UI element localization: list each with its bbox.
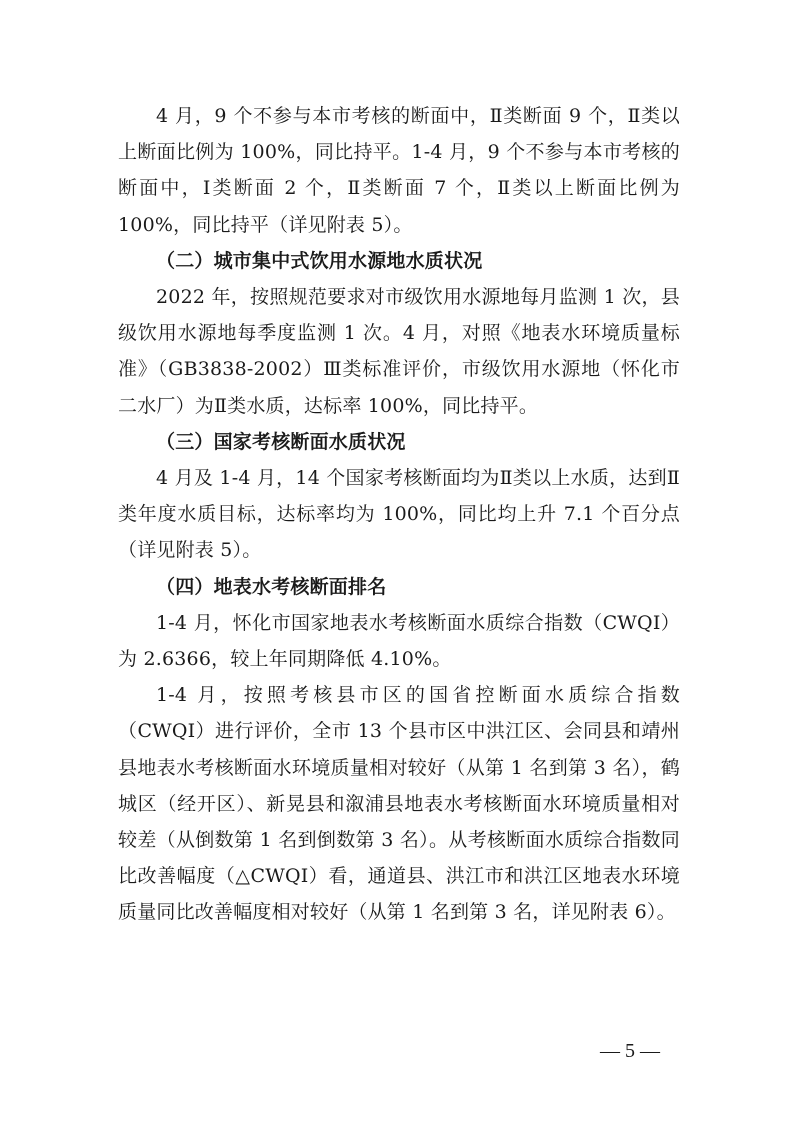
section-heading-drinking-water: （二）城市集中式饮用水源地水质状况 (156, 249, 483, 272)
section-heading-ranking: （四）地表水考核断面排名 (156, 575, 387, 598)
section-heading-national-sections: （三）国家考核断面水质状况 (156, 430, 406, 453)
page-number: — 5 — (600, 1040, 660, 1062)
paragraph-cwqi-index: 1-4 月，怀化市国家地表水考核断面水质综合指数（CWQI）为 2.6366，较上年同期降低 4.10%。 (118, 611, 680, 671)
paragraph-national-sections: 4 月及 1-4 月，14 个国家考核断面均为Ⅱ类以上水质，达到Ⅱ类年度水质目标，达标率均为 100%，同比均上升 7.1 个百分点（详见附表 5）。 (118, 467, 680, 562)
paragraph-non-assessed-sections: 4 月，9 个不参与本市考核的断面中，Ⅱ类断面 9 个，Ⅱ类以上断面比例为 100%，同比持平。1-4 月，9 个不参与本市考核的断面中，Ⅰ类断面 2 个，Ⅱ类断面 7 个，Ⅱ类以上断面比例为 100%，同比持平（详见附表 5）。 (118, 105, 680, 236)
paragraph-county-ranking: 1-4 月，按照考核县市区的国省控断面水质综合指数（CWQI）进行评价，全市 13 个县市区中洪江区、会同县和靖州县地表水考核断面水环境质量相对较好（从第 1 名到第 3 名），鹤城区（经开区）、新晃县和溆浦县地表水考核断面水环境质量相对较差（从倒数第 1 名到倒数第 3 名）。从考核断面水质综合指数同比改善幅度（△CWQI）看，通道县、洪江市和洪江区地表水环境质量同比改善幅度相对较好（从第 1 名到第 3 名，详见附表 6）。 (118, 684, 680, 924)
document-body (118, 98, 680, 931)
paragraph-drinking-water: 2022 年，按照规范要求对市级饮用水源地每月监测 1 次，县级饮用水源地每季度监测 1 次。4 月，对照《地表水环境质量标准》（GB3838-2002）Ⅲ类标准评价，市级饮用水源地（怀化市二水厂）为Ⅱ类水质，达标率 100%，同比持平。 (118, 286, 680, 417)
